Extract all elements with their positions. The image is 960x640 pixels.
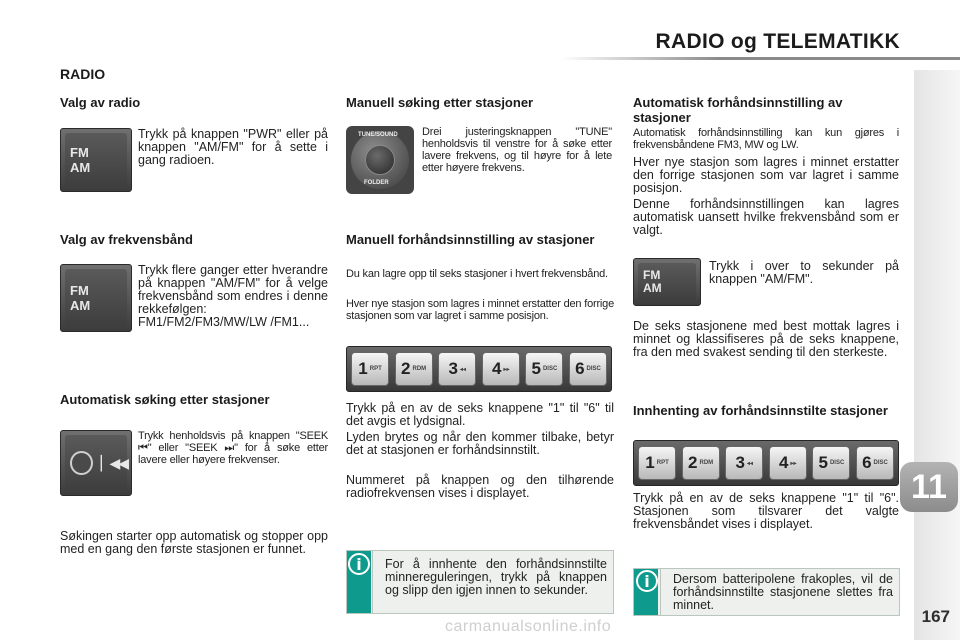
fm-am-label-2: FM AM xyxy=(70,283,91,313)
info-text-battery: Dersom batteripolene frakoples, vil de forhåndsinnstilte stasjonene slettes fra minnet. xyxy=(673,572,893,612)
preset-button-5: 5 DISC xyxy=(525,352,563,386)
info-icon-2: i xyxy=(636,570,658,592)
preset-button-6: 6 DISC xyxy=(569,352,607,386)
fm-am-label-3: FM AM xyxy=(643,268,662,295)
preset-button-4: 4 ▸▸ xyxy=(482,352,520,386)
preset-button-2: 2 RDM xyxy=(395,352,433,386)
heading-valg-radio: Valg av radio xyxy=(60,95,141,110)
heading-manuell-forhand: Manuell forhåndsinnstilling av stasjoner xyxy=(346,232,595,247)
info-box-memory xyxy=(372,550,614,614)
heading-auto-forhand: Automatisk forhåndsinnstilling av stasjoner xyxy=(633,95,843,125)
text-auto-forhand-3: De seks stasjonene med best mottak lagres i minnet og klassifiseres på de seks knappene, fra den med svakest sending til den sterkeste. xyxy=(633,319,899,359)
text-valg-frekvens: Trykk flere ganger etter hverandre på knappen "AM/FM" for å velge frekvensbånd som endres i denne rekkefølgen: FM1/FM2/FM3/MW/LW /FM1... xyxy=(138,263,328,329)
text-manuell-forhand-1: Du kan lagre opp til seks stasjoner i hvert frekvensbånd. xyxy=(346,268,608,280)
text-presets-2: Lyden brytes og når den kommer tilbake, betyr det at stasjonen er forhåndsinnstilt. xyxy=(346,430,614,457)
preset-button-5b: 5 DISC xyxy=(812,446,850,480)
text-valg-radio: Trykk på knappen "PWR" eller på knappen "AM/FM" for å sette i gang radioen. xyxy=(138,127,328,167)
preset-button-1b: 1 RPT xyxy=(638,446,676,480)
info-icon: i xyxy=(348,553,370,575)
text-manuell-soking: Drei justeringsknappen "TUNE" henholdsvis til venstre for å søke etter lavere frekvens, og til høyre for å lete etter høyere frekvens. xyxy=(422,126,612,174)
preset-buttons-image xyxy=(346,346,612,392)
heading-valg-frekvens: Valg av frekvensbånd xyxy=(60,232,193,247)
preset-button-3: 3 ◂◂ xyxy=(438,352,476,386)
chapter-tab[interactable] xyxy=(900,462,958,512)
text-auto-forhand-small: Automatisk forhåndsinnstilling kan kun gjøres i frekvensbåndene FM3, MW og LW. xyxy=(633,127,899,151)
fm-am-button-image xyxy=(60,128,132,192)
text-auto-soking: Trykk henholdsvis på knappen "SEEK ⏮" eller "SEEK ⏭" for å søke etter lavere eller høyere frekvenser. xyxy=(138,430,328,466)
page-number: 167 xyxy=(921,607,950,626)
side-strip xyxy=(914,70,960,640)
heading-manuell-soking: Manuell søking etter stasjoner xyxy=(346,95,534,110)
knob-label-tune: TUNE/SOUND xyxy=(358,132,398,138)
knob-center-icon xyxy=(365,145,395,175)
seek-previous-icon: ▏◀◀ xyxy=(100,454,127,471)
text-auto-forhand-2: Denne forhåndsinnstillingen kan lagres automatisk uansett hvilke frekvensbånd som er valgt. xyxy=(633,197,899,237)
chapter-number: 11 xyxy=(911,467,947,506)
fm-am-label: FM AM xyxy=(70,145,91,175)
text-manuell-forhand-2: Hver nye stasjon som lagres i minnet erstatter den forrige stasjonen som var lagret i samme posisjon. xyxy=(346,298,614,322)
watermark: carmanualsonline.info xyxy=(445,618,612,635)
section-label: RADIO xyxy=(60,66,106,82)
preset-button-4b: 4 ▸▸ xyxy=(769,446,807,480)
preset-button-1: 1 RPT xyxy=(351,352,389,386)
info-text-memory: For å innhente den forhåndsinnstilte minnereguleringen, trykk på knappen og slipp den igjen innen to sekunder. xyxy=(385,557,607,597)
preset-button-3b: 3 ◂◂ xyxy=(725,446,763,480)
text-auto-forhand-1: Hver nye stasjon som lagres i minnet erstatter den forrige stasjonen som var lagret i samme posisjon. xyxy=(633,155,899,195)
preset-button-6b: 6 DISC xyxy=(856,446,894,480)
knob-label-folder: FOLDER xyxy=(364,180,389,186)
text-auto-forhand-button: Trykk i over to sekunder på knappen "AM/FM". xyxy=(709,259,899,286)
page-header-title: RADIO og TELEMATIKK xyxy=(655,30,900,53)
fm-am-button-image-2 xyxy=(60,264,132,332)
seek-circle-icon xyxy=(70,451,93,475)
heading-auto-soking: Automatisk søking etter stasjoner xyxy=(60,392,270,407)
preset-buttons-image-2 xyxy=(633,440,899,486)
text-soking-starter: Søkingen starter opp automatisk og stopper opp med en gang den første stasjonen er funnet. xyxy=(60,529,328,556)
info-box-battery xyxy=(660,568,900,616)
heading-innhenting: Innhenting av forhåndsinnstilte stasjoner xyxy=(633,403,888,418)
header-rule xyxy=(560,57,960,60)
seek-button-image xyxy=(60,430,132,496)
preset-button-2b: 2 RDM xyxy=(682,446,720,480)
text-presets-3: Nummeret på knappen og den tilhørende radiofrekvensen vises i displayet. xyxy=(346,473,614,500)
text-innhenting: Trykk på en av de seks knappene "1" til "6". Stasjonen som tilsvarer det valgte frekvensbåndet vises i displayet. xyxy=(633,491,899,531)
fm-am-button-image-3 xyxy=(633,258,701,306)
text-presets-1: Trykk på en av de seks knappene "1" til "6" til det avgis et lydsignal. xyxy=(346,401,614,428)
